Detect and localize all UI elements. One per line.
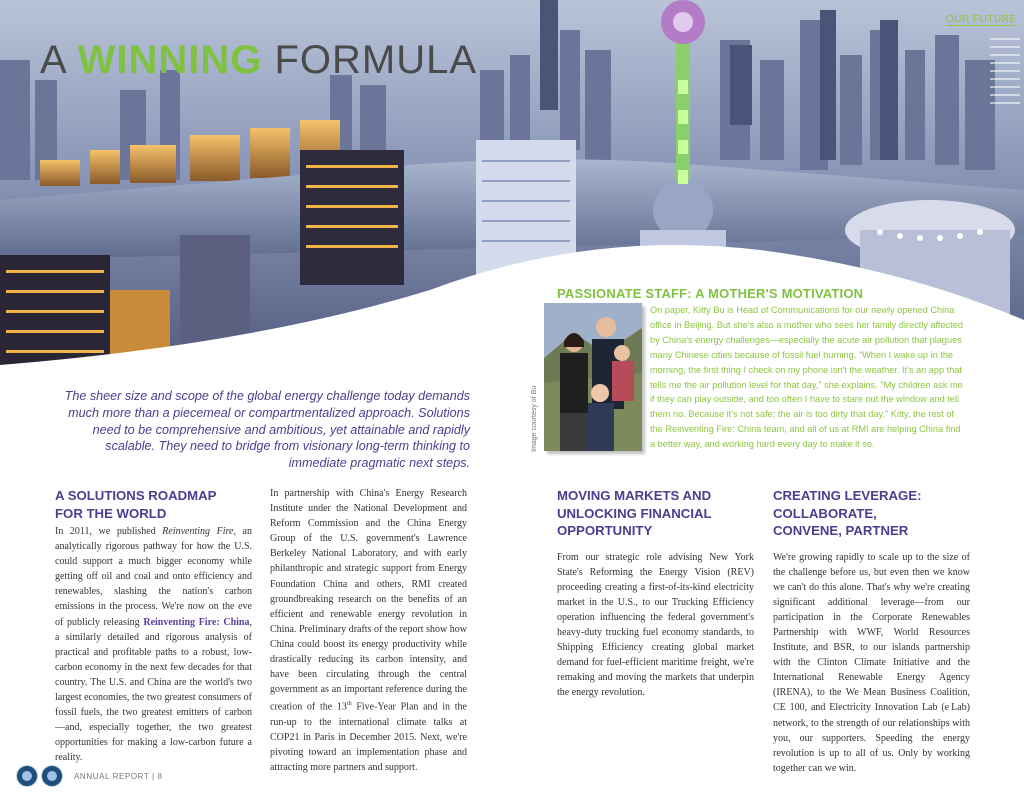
reinventing-fire-china-link[interactable]: Reinventing Fire: China bbox=[143, 616, 250, 628]
body-text: Five-Year Plan and in the run-up to the international climate talks at COP21 in Paris in December 2015. Next, we're pivoting toward an implementation phase and attracting more partners and support. bbox=[270, 701, 467, 774]
toc-marker bbox=[990, 54, 1020, 56]
partnership-column bbox=[270, 486, 467, 775]
heading-line: CONVENE, PARTNER bbox=[773, 523, 909, 538]
moving-markets-heading bbox=[557, 487, 754, 540]
partnership-body bbox=[270, 486, 467, 775]
section-tag-our-future[interactable]: OUR FUTURE bbox=[946, 14, 1017, 25]
award-seal-icon bbox=[41, 765, 63, 787]
photo-credit: Image courtesy of Bu bbox=[531, 385, 538, 452]
body-text: In partnership with China's Energy Research Institute under the National Development and Reform Commission and the China Energy Group of the U.S. government's Lawrence Berkeley National Laboratory, and with early philanthropic and strategic support from Energy Foundation China and others, RMI created groundbreaking research on the benefits of an efficient and renewable energy revolution in China. Preliminary drafts of the report show how China could boost its energy productivity while drastically reducing its carbon intensity, and have been circulating through the central government as an important reference during the creation of the 13 bbox=[270, 488, 467, 713]
title-highlight: WINNING bbox=[77, 38, 263, 82]
heading-line: FOR THE WORLD bbox=[55, 505, 167, 521]
heading-line: COLLABORATE, bbox=[773, 505, 877, 521]
toc-marker bbox=[990, 70, 1020, 72]
pull-quote: The sheer size and scope of the global energy challenge today demands much more than a piecemeal or compartmentalized approach. Solutions need to be comprehensive and ambitious, yet attainable and rapidly scalable. They need to bridge from visionary long-term thinking to immediate pragmatic next steps. bbox=[64, 389, 470, 471]
page-title bbox=[40, 38, 477, 83]
title-part-2: FORMULA bbox=[262, 38, 478, 82]
solutions-roadmap-column bbox=[55, 487, 252, 766]
superscript: th bbox=[346, 701, 352, 708]
body-text: In 2011, we published bbox=[55, 526, 163, 537]
family-photo bbox=[544, 303, 642, 451]
seal-center bbox=[47, 771, 57, 781]
page-footer bbox=[16, 765, 163, 787]
body-text: , a similarly detailed and rigorous analysis of practical and profitable paths to a robust, low-carbon economy in the next few decades for that country. The U.S. and China are the world's two largest economies, the two greatest consumers of fossil fuels, the two greatest emitters of carbon—and, especially together, the two greatest opportunities for making a low-carbon future a reality. bbox=[55, 616, 252, 764]
toc-marker bbox=[990, 102, 1020, 104]
toc-marker bbox=[990, 46, 1020, 48]
solutions-roadmap-body bbox=[55, 524, 252, 766]
publication-title: Reinventing Fire bbox=[162, 526, 234, 537]
toc-marker bbox=[990, 78, 1020, 80]
creating-leverage-heading bbox=[773, 487, 970, 540]
passionate-staff-heading: PASSIONATE STAFF: A MOTHER'S MOTIVATION bbox=[557, 286, 864, 301]
passionate-staff-body: On paper, Kitty Bu is Head of Communications for our newly opened China office in Beijing. But she's also a mother who sees her family directly affected by China's energy challenges—especially the acute air pollution that plagues many Chinese cities because of fossil fuel burning. "When I wake up in the morning, the first thing I check on my phone isn't the weather. It's an app that tells me the air pollution level for that day," she explains. "My children ask me if they can play outside, and too often I have to stare out the window and tell them no. Because it's not safe; the air is too dirty that day." Kitty, the rest of the Reinventing Fire: China team, and all of us at RMI are helping China find a better way, and working hard every day to make it so. bbox=[650, 305, 963, 450]
creating-leverage-body: We're growing rapidly to scale up to the size of the challenge before us, but even then we know we can't do this alone. That's why we're creating significant additional leverage—from our participation in the Corporate Renewables Partnership with WWF, World Resources Institute, and BSR, to our islands partnership with the Clinton Climate Initiative and the International Renewable Energy Agency (IRENA), to the We Mean Business Coalition, CE 100, and Electricity Innovation Lab (e Lab) network, to the strength of our relationships with you, our supporters. Speeding the energy revolution is up to all of us. Only by working together can we win. bbox=[773, 551, 970, 774]
rmi-seal-icon bbox=[16, 765, 38, 787]
heading-line: UNLOCKING FINANCIAL bbox=[557, 505, 712, 521]
toc-marker bbox=[990, 86, 1020, 88]
heading-line: OPPORTUNITY bbox=[557, 523, 653, 538]
toc-marker bbox=[990, 94, 1020, 96]
creating-leverage-column bbox=[773, 487, 970, 776]
heading-line: CREATING LEVERAGE: bbox=[773, 488, 922, 503]
page-number-label: ANNUAL REPORT | 8 bbox=[74, 771, 163, 781]
body-text: , an analytically rigorous pathway for how the U.S. could support a much bigger economy while getting off oil and coal and onto efficiency and renewables, slashing the nation's carbon emissions in the process. We're now on the eve of publicly releasing bbox=[55, 526, 252, 628]
solutions-roadmap-heading bbox=[55, 487, 252, 522]
heading-line: MOVING MARKETS AND bbox=[557, 488, 712, 503]
moving-markets-body: From our strategic role advising New York State's Reforming the Energy Vision (REV) proceeding creating a first-of-its-kind electricity market in the U.S., to our Trucking Efficiency operation influencing the federal government's heavy-duty trucking fuel economy standards, to Shipping Efficiency creating global market demand for fuel-efficient maritime freight, we're remaking and moving the markets that underpin the energy revolution. bbox=[557, 551, 754, 699]
toc-marker bbox=[990, 62, 1020, 64]
moving-markets-column bbox=[557, 487, 754, 700]
title-part-1: A bbox=[40, 38, 78, 82]
seal-center bbox=[22, 771, 32, 781]
heading-line: A SOLUTIONS ROADMAP bbox=[55, 488, 217, 503]
toc-marker bbox=[990, 38, 1020, 40]
